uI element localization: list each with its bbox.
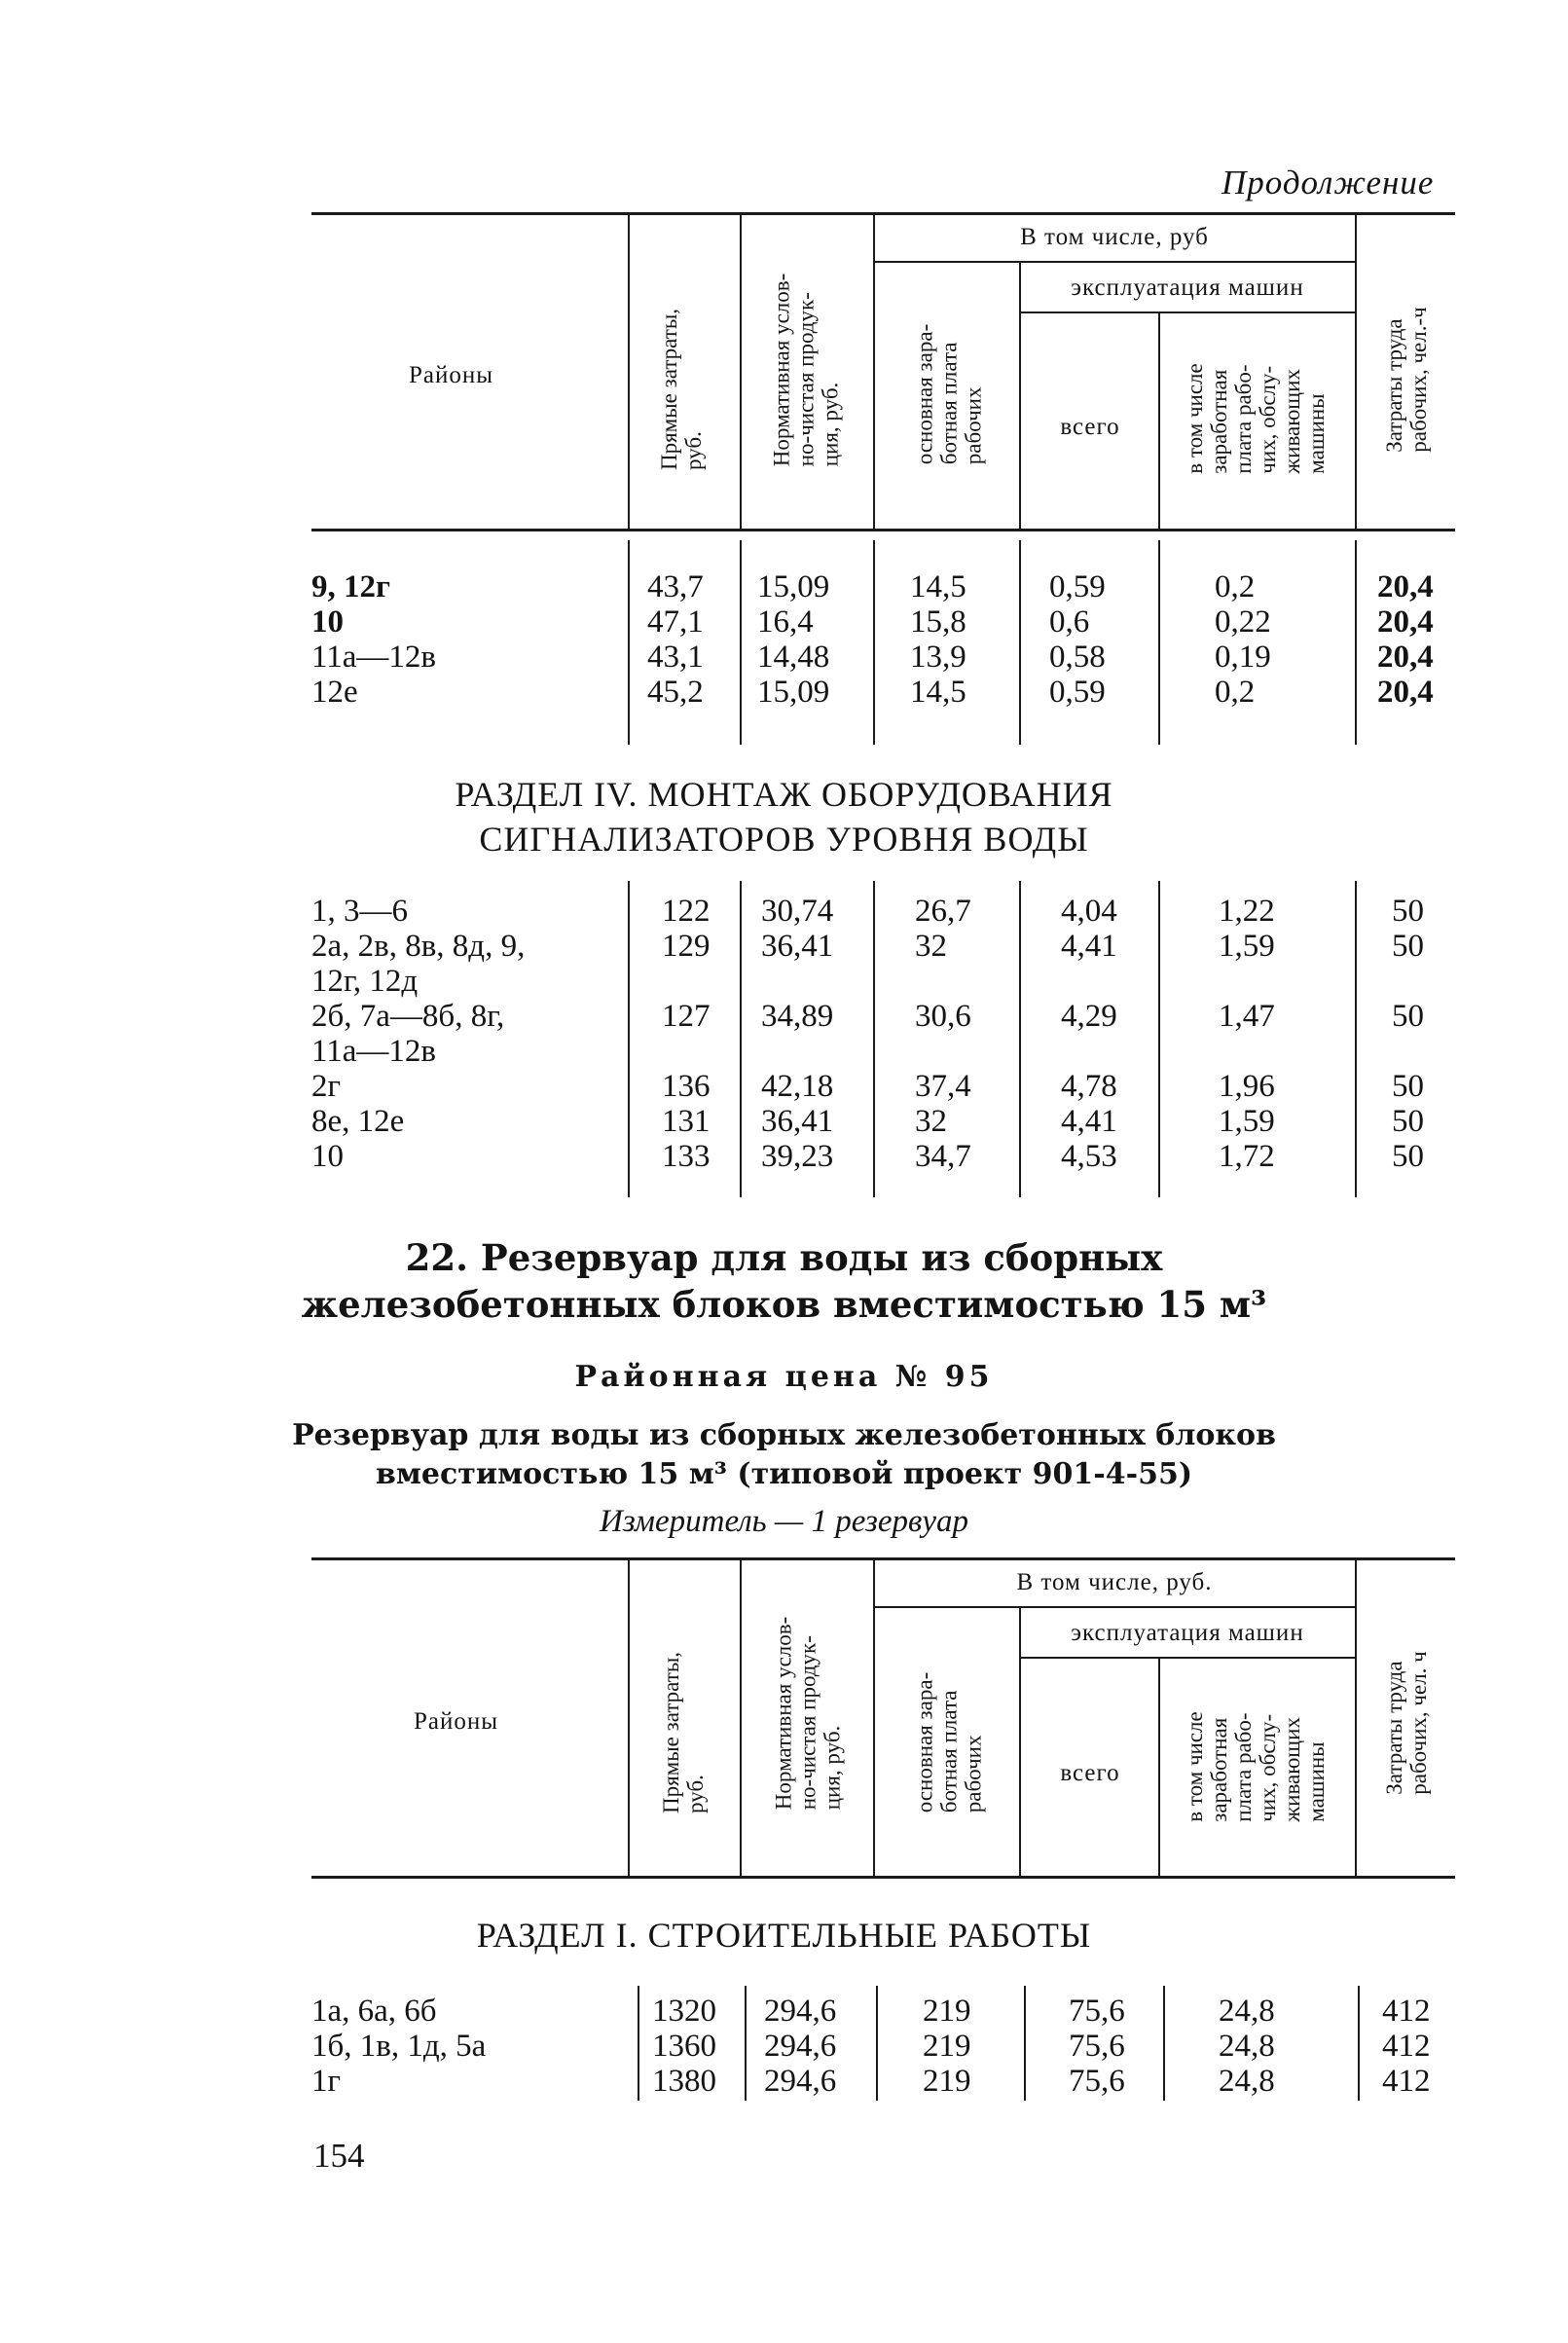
col-divider	[628, 881, 630, 1197]
col-divider	[1355, 1559, 1357, 1876]
wage-cell: 32	[915, 929, 947, 964]
normative-cell: 16,4	[757, 604, 814, 640]
total-cell: 4,04	[1061, 894, 1117, 929]
region-cell: 1а, 6а, 6б	[311, 1994, 437, 2029]
normative-cell: 15,09	[757, 675, 830, 710]
rule	[1019, 311, 1355, 313]
regional-price: Районная цена № 95	[574, 1360, 994, 1394]
col-divider	[1024, 1986, 1026, 2101]
rule	[311, 1557, 1455, 1560]
wage-cell: 13,9	[910, 640, 966, 675]
machine-wage-cell: 1,59	[1219, 929, 1275, 964]
total-cell: 75,6	[1069, 2064, 1125, 2099]
wage-cell: 219	[923, 1994, 971, 2029]
region-cell: 2б, 7а—8б, 8г,	[311, 999, 505, 1034]
col-divider	[1019, 540, 1021, 745]
region-cell: 1б, 1в, 1д, 5а	[311, 2029, 487, 2064]
col-divider	[628, 540, 630, 745]
wage-cell: 219	[923, 2064, 971, 2099]
machine-wage-cell: 24,8	[1219, 1994, 1275, 2029]
labor-cell: 412	[1382, 1994, 1431, 2029]
machine-wage-cell: 24,8	[1219, 2029, 1275, 2064]
wage-cell: 32	[915, 1104, 947, 1139]
direct-cell: 1380	[652, 2064, 716, 2099]
direct-cell: 133	[662, 1139, 711, 1174]
machine-wage-cell: 0,2	[1215, 675, 1256, 710]
rule	[1019, 1657, 1355, 1659]
total-cell: 4,29	[1061, 999, 1117, 1034]
machine-wage-cell: 1,96	[1219, 1069, 1275, 1104]
labor-cell: 20,4	[1377, 640, 1434, 675]
machine-wage-cell: 1,47	[1219, 999, 1275, 1034]
wage-cell: 30,6	[915, 999, 971, 1034]
item-description: Резервуар для воды из сборных железобетонных блоков	[292, 1418, 1276, 1452]
region-cell: 11а—12в	[311, 640, 437, 675]
page-number: 154	[313, 2137, 365, 2175]
total-cell: 4,41	[1061, 929, 1117, 964]
normative-cell: 14,48	[757, 640, 830, 675]
col-divider	[1019, 261, 1021, 531]
header-labor: Затраты труда рабочих, чел. ч	[1382, 1651, 1431, 1795]
normative-cell: 294,6	[764, 2029, 837, 2064]
wage-cell: 37,4	[915, 1069, 971, 1104]
measure-unit: Измеритель — 1 резервуар	[600, 1504, 968, 1539]
region-cell: 2г	[311, 1069, 342, 1104]
section-title: СИГНАЛИЗАТОРОВ УРОВНЯ ВОДЫ	[479, 820, 1089, 859]
wage-cell: 14,5	[910, 675, 966, 710]
direct-cell: 45,2	[647, 675, 704, 710]
col-divider	[628, 214, 630, 531]
header-machines: эксплуатация машин	[1071, 275, 1304, 301]
continuation-label: Продолжение	[1222, 164, 1435, 201]
region-cell: 9, 12г	[311, 569, 390, 604]
header-total: всего	[1060, 414, 1120, 440]
header-machines: эксплуатация машин	[1071, 1620, 1304, 1646]
col-divider	[876, 1986, 878, 2101]
col-divider	[740, 881, 742, 1197]
header-region: Районы	[409, 362, 494, 388]
labor-cell: 50	[1392, 894, 1424, 929]
col-divider	[1158, 311, 1160, 531]
col-divider	[740, 540, 742, 745]
labor-cell: 412	[1382, 2064, 1431, 2099]
header-machine-wage: в том числе заработная плата рабо- чих, обслу- живающих машины	[1183, 1711, 1329, 1822]
total-cell: 0,58	[1049, 640, 1106, 675]
machine-wage-cell: 1,72	[1219, 1139, 1275, 1174]
header-wage: основная зара- ботная плата рабочих	[912, 323, 986, 465]
header-region: Районы	[414, 1708, 499, 1735]
col-divider	[740, 214, 742, 531]
normative-cell: 294,6	[764, 1994, 837, 2029]
total-cell: 75,6	[1069, 2029, 1125, 2064]
col-divider	[638, 1986, 639, 2101]
region-cell: 8е, 12е	[311, 1104, 405, 1139]
total-cell: 4,41	[1061, 1104, 1117, 1139]
rule	[873, 261, 1355, 263]
header-normative: Нормативная услов- но-чистая продук- ция, руб.	[769, 273, 843, 467]
header-labor: Затраты труда рабочих, чел.-ч	[1382, 307, 1431, 453]
labor-cell: 20,4	[1377, 675, 1434, 710]
machine-wage-cell: 0,22	[1215, 604, 1271, 640]
wage-cell: 14,5	[910, 569, 966, 604]
normative-cell: 42,18	[761, 1069, 834, 1104]
wage-cell: 219	[923, 2029, 971, 2064]
wage-cell: 15,8	[910, 604, 966, 640]
section-title: РАЗДЕЛ IV. МОНТАЖ ОБОРУДОВАНИЯ	[455, 775, 1113, 814]
direct-cell: 129	[662, 929, 711, 964]
section-title: РАЗДЕЛ I. СТРОИТЕЛЬНЫЕ РАБОТЫ	[476, 1916, 1092, 1955]
total-cell: 75,6	[1069, 1994, 1125, 2029]
region-cell-cont: 12г, 12д	[311, 964, 419, 999]
region-cell: 1г	[311, 2064, 342, 2099]
direct-cell: 1360	[652, 2029, 716, 2064]
normative-cell: 15,09	[757, 569, 830, 604]
normative-cell: 36,41	[761, 1104, 834, 1139]
region-cell: 12е	[311, 675, 358, 710]
region-cell-cont: 11а—12в	[311, 1034, 437, 1069]
col-divider	[1158, 881, 1160, 1197]
normative-cell: 30,74	[761, 894, 834, 929]
col-divider	[1355, 540, 1357, 745]
labor-cell: 50	[1392, 999, 1424, 1034]
normative-cell: 294,6	[764, 2064, 837, 2099]
col-divider	[745, 1986, 747, 2101]
labor-cell: 50	[1392, 929, 1424, 964]
machine-wage-cell: 0,19	[1215, 640, 1271, 675]
rule	[311, 1876, 1455, 1879]
labor-cell: 20,4	[1377, 569, 1434, 604]
col-divider	[1355, 214, 1357, 531]
header-total: всего	[1060, 1760, 1120, 1786]
header-normative: Нормативная услов- но-чистая продук- ция, руб.	[771, 1616, 845, 1811]
wage-cell: 26,7	[915, 894, 971, 929]
col-divider	[873, 881, 875, 1197]
direct-cell: 131	[662, 1104, 711, 1139]
header-machine-wage: в том числе заработная плата рабо- чих, обслу- живающих машины	[1183, 363, 1329, 474]
col-divider	[1163, 1986, 1165, 2101]
item-title: 22. Резервуар для воды из сборных	[405, 1236, 1163, 1279]
machine-wage-cell: 1,59	[1219, 1104, 1275, 1139]
region-cell: 10	[311, 1139, 344, 1174]
header-including: В том числе, руб.	[1016, 1569, 1213, 1595]
col-divider	[1358, 1986, 1360, 2101]
col-divider	[1019, 1606, 1021, 1876]
col-divider	[628, 1559, 630, 1876]
machine-wage-cell: 0,2	[1215, 569, 1256, 604]
normative-cell: 39,23	[761, 1139, 834, 1174]
labor-cell: 412	[1382, 2029, 1431, 2064]
labor-cell: 50	[1392, 1104, 1424, 1139]
total-cell: 0,6	[1049, 604, 1090, 640]
total-cell: 4,78	[1061, 1069, 1117, 1104]
item-title: железобетонных блоков вместимостью 15 м³	[301, 1283, 1267, 1326]
labor-cell: 50	[1392, 1069, 1424, 1104]
col-divider	[740, 1559, 742, 1876]
direct-cell: 127	[662, 999, 711, 1034]
direct-cell: 43,1	[647, 640, 704, 675]
col-divider	[873, 540, 875, 745]
labor-cell: 50	[1392, 1139, 1424, 1174]
region-cell: 2а, 2в, 8в, 8д, 9,	[311, 929, 526, 964]
normative-cell: 34,89	[761, 999, 834, 1034]
col-divider	[1019, 881, 1021, 1197]
direct-cell: 1320	[652, 1994, 716, 2029]
header-direct: Прямые затраты, руб.	[659, 1651, 708, 1814]
rule	[311, 529, 1455, 531]
col-divider	[1158, 540, 1160, 745]
labor-cell: 20,4	[1377, 604, 1434, 640]
header-wage: основная зара- ботная плата рабочих	[912, 1671, 986, 1813]
total-cell: 4,53	[1061, 1139, 1117, 1174]
item-description: вместимостью 15 м³ (типовой проект 901-4-55)	[375, 1457, 1193, 1491]
machine-wage-cell: 1,22	[1219, 894, 1275, 929]
rule	[311, 212, 1455, 215]
region-cell: 10	[311, 604, 344, 640]
header-including: В том числе, руб	[1020, 224, 1209, 250]
direct-cell: 136	[662, 1069, 711, 1104]
normative-cell: 36,41	[761, 929, 834, 964]
direct-cell: 122	[662, 894, 711, 929]
direct-cell: 47,1	[647, 604, 704, 640]
total-cell: 0,59	[1049, 569, 1106, 604]
direct-cell: 43,7	[647, 569, 704, 604]
header-direct: Прямые затраты, руб.	[657, 308, 706, 471]
total-cell: 0,59	[1049, 675, 1106, 710]
wage-cell: 34,7	[915, 1139, 971, 1174]
region-cell: 1, 3—6	[311, 894, 408, 929]
machine-wage-cell: 24,8	[1219, 2064, 1275, 2099]
col-divider	[1158, 1657, 1160, 1876]
rule	[873, 1606, 1355, 1608]
col-divider	[1355, 881, 1357, 1197]
